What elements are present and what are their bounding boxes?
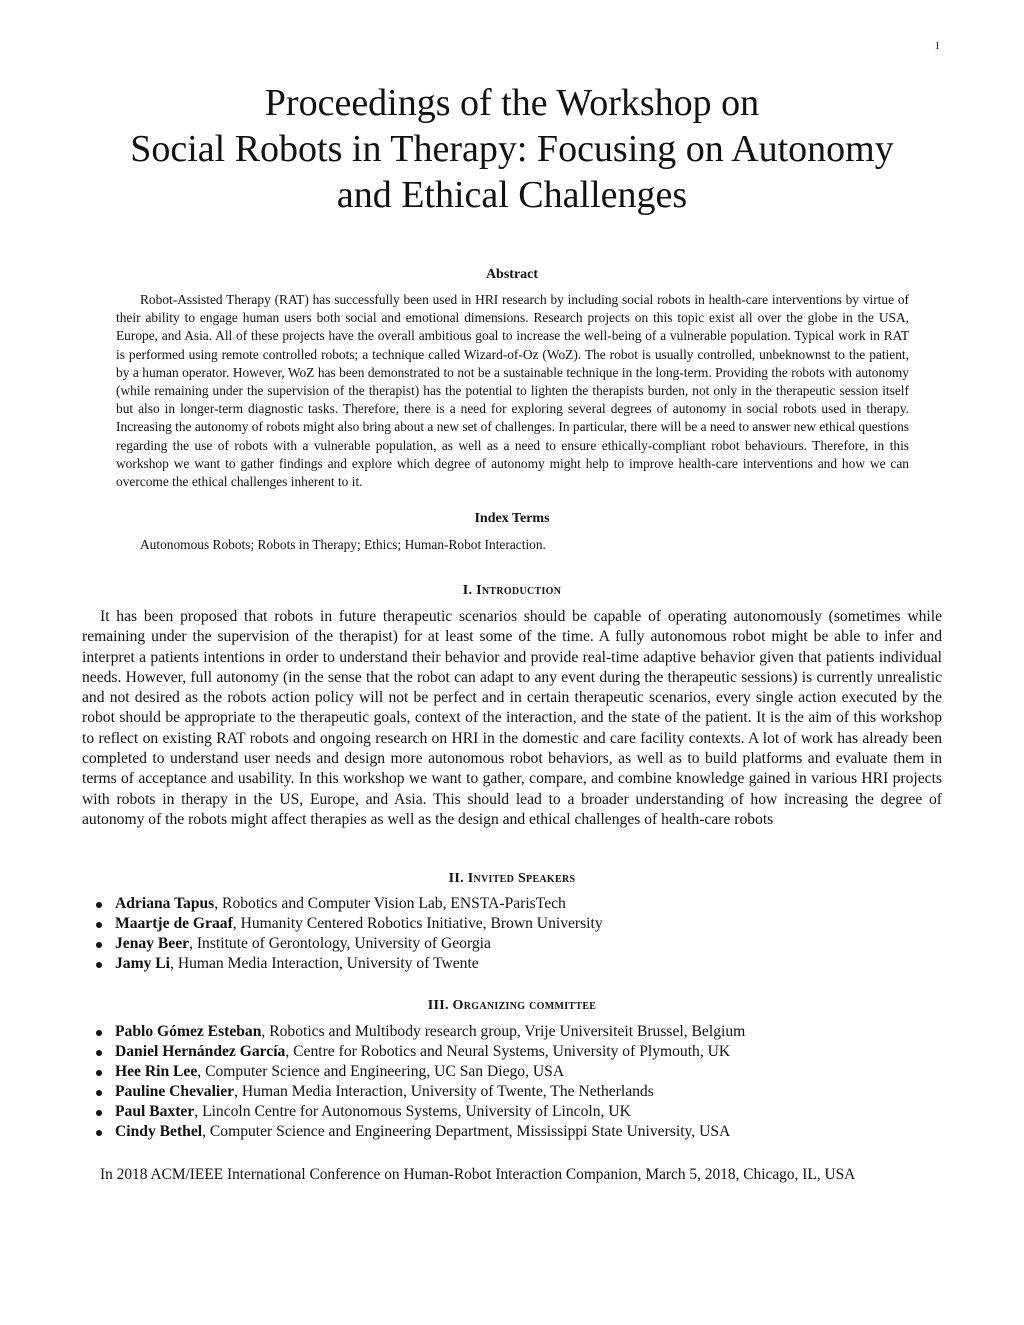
organizing-committee-heading: III. Organizing committee bbox=[427, 998, 597, 1013]
bullet-icon bbox=[96, 1130, 102, 1136]
bullet-icon bbox=[96, 1110, 102, 1116]
invited-speakers-heading: II. Invited Speakers bbox=[448, 871, 576, 886]
speaker-affiliation: , Human Media Interaction, University of Twente bbox=[170, 955, 479, 972]
invited-speakers-list bbox=[92, 894, 603, 974]
bullet-icon bbox=[96, 942, 102, 948]
list-item bbox=[92, 954, 603, 974]
member-affiliation: , Computer Science and Engineering, UC San Diego, USA bbox=[197, 1063, 565, 1080]
introduction-heading: I. Introduction bbox=[462, 583, 562, 598]
member-affiliation: , Lincoln Centre for Autonomous Systems, University of Lincoln, UK bbox=[194, 1103, 631, 1120]
paper-title bbox=[60, 80, 964, 218]
page-number: 1 bbox=[934, 40, 940, 52]
bullet-icon bbox=[96, 902, 102, 908]
speaker-name: Adriana Tapus bbox=[115, 895, 215, 912]
bullet-icon bbox=[96, 922, 102, 928]
list-item bbox=[92, 934, 603, 954]
member-affiliation: , Computer Science and Engineering Department, Mississippi State University, USA bbox=[202, 1123, 731, 1140]
bullet-icon bbox=[96, 1050, 102, 1056]
list-item bbox=[92, 1122, 745, 1142]
bullet-icon bbox=[96, 1070, 102, 1076]
member-affiliation: , Robotics and Multibody research group, Vrije Universiteit Brussel, Belgium bbox=[261, 1023, 746, 1040]
speaker-affiliation: , Institute of Gerontology, University of Georgia bbox=[189, 935, 491, 952]
speaker-name: Maartje de Graaf bbox=[115, 915, 233, 932]
member-name: Cindy Bethel bbox=[115, 1123, 203, 1140]
conference-footnote: In 2018 ACM/IEEE International Conference on Human-Robot Interaction Companion, March 5, 2018, Chicago, IL, USA bbox=[100, 1166, 856, 1183]
bullet-icon bbox=[96, 962, 102, 968]
title-line-3: and Ethical Challenges bbox=[336, 174, 688, 216]
member-name: Pablo Gómez Esteban bbox=[115, 1023, 262, 1040]
member-affiliation: , Human Media Interaction, University of Twente, The Netherlands bbox=[234, 1083, 654, 1100]
abstract-body: Robot-Assisted Therapy (RAT) has successfully been used in HRI research by including social robots in health-care interventions by virtue of their ability to engage human users both social and emotional dimensions. Research projects on this topic exist all over the globe in the USA, Europe, and Asia. All of these projects have the overall ambitious goal to increase the well-being of a vulnerable population. Typical work in RAT is performed using remote controlled robots; a technique called Wizard-of-Oz (WoZ). The robot is usually controlled, unbeknownst to the patient, by a human operator. However, WoZ has been demonstrated to not be a sustainable technique in the long-term. Providing the robots with autonomy (while remaining under the supervision of the therapist) has the potential to lighten the therapists burden, not only in the therapeutic session itself but also in longer-term diagnostic tasks. Therefore, there is a need for exploring several degrees of autonomy in social robots used in therapy. Increasing the autonomy of robots might also bring about a new set of challenges. In particular, there will be a need to answer new ethical questions regarding the use of robots with a vulnerable population, as well as a need to ensure ethically-compliant robot behaviours. Therefore, in this workshop we want to gather findings and explore which degree of autonomy might help to improve health-care interventions and how we can overcome the ethical challenges inherent to it. bbox=[116, 292, 909, 490]
member-name: Pauline Chevalier bbox=[115, 1083, 235, 1100]
member-name: Paul Baxter bbox=[115, 1103, 195, 1120]
speaker-name: Jenay Beer bbox=[115, 935, 190, 952]
list-item bbox=[92, 1042, 745, 1062]
organizing-committee-list bbox=[92, 1022, 745, 1142]
bullet-icon bbox=[96, 1090, 102, 1096]
title-line-1: Proceedings of the Workshop on bbox=[264, 82, 760, 124]
index-terms-heading: Index Terms bbox=[474, 511, 550, 526]
list-item bbox=[92, 1022, 745, 1042]
list-item bbox=[92, 1062, 745, 1082]
list-item bbox=[92, 914, 603, 934]
member-affiliation: , Centre for Robotics and Neural Systems, University of Plymouth, UK bbox=[285, 1043, 731, 1060]
bullet-icon bbox=[96, 1030, 102, 1036]
member-name: Daniel Hernández García bbox=[115, 1043, 286, 1060]
title-line-2: Social Robots in Therapy: Focusing on Autonomy bbox=[130, 128, 894, 170]
introduction-body: It has been proposed that robots in future therapeutic scenarios should be capable of operating autonomously (sometimes while remaining under the supervision of the therapist) for at least some of the time. A fully autonomous robot might be able to infer and interpret a patients intentions in order to understand their behavior and provide real-time adaptive behavior given that patients individual needs. However, full autonomy (in the sense that the robot can adapt to any event during the therapeutic sessions) is currently unrealistic and not desired as the robots action policy will not be perfect and in certain therapeutic scenarios, every single action executed by the robot should be appropriate to the therapeutic goals, context of the interaction, and the state of the patient. It is the aim of this workshop to reflect on existing RAT robots and ongoing research on HRI in the domestic and care facility contexts. A lot of work has already been completed to understand user needs and design more autonomous robot behaviors, as well as to build platforms and evaluate them in terms of acceptance and usability. In this workshop we want to gather, compare, and combine knowledge gained in various HRI projects with robots in therapy in the US, Europe, and Asia. This should lead to a broader understanding of how increasing the degree of autonomy of the robots might affect therapies as well as the design and ethical challenges of health-care robots bbox=[82, 608, 942, 828]
list-item bbox=[92, 894, 603, 914]
list-item bbox=[92, 1102, 745, 1122]
index-terms-body: Autonomous Robots; Robots in Therapy; Ethics; Human-Robot Interaction. bbox=[140, 537, 546, 552]
list-item bbox=[92, 1082, 745, 1102]
speaker-name: Jamy Li bbox=[115, 955, 171, 972]
speaker-affiliation: , Robotics and Computer Vision Lab, ENSTA-ParisTech bbox=[214, 895, 566, 912]
abstract-heading: Abstract bbox=[485, 267, 539, 282]
speaker-affiliation: , Humanity Centered Robotics Initiative, Brown University bbox=[232, 915, 603, 932]
member-name: Hee Rin Lee bbox=[115, 1063, 198, 1080]
